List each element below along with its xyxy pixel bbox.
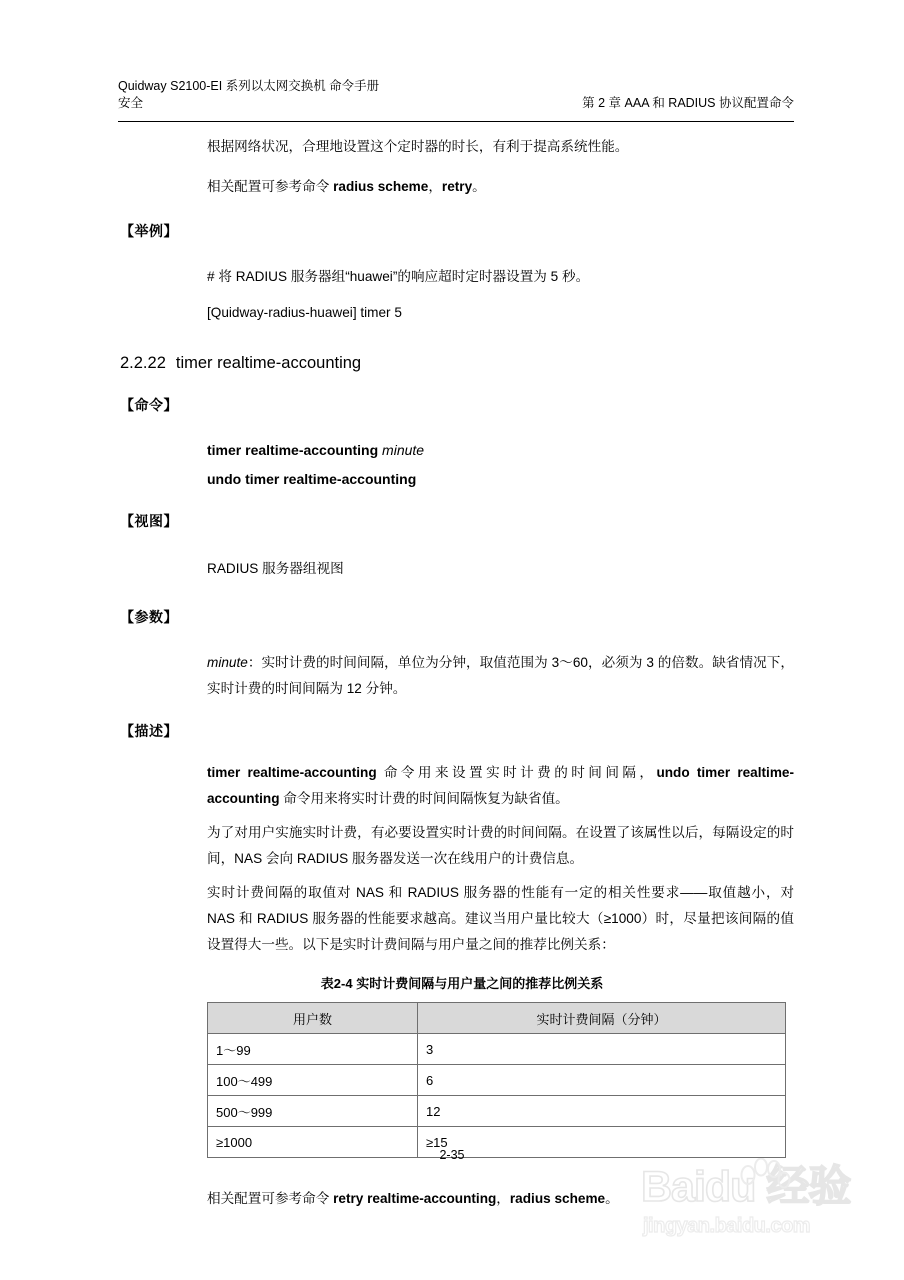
example-cli-line: [Quidway-radius-huawei] timer 5 — [207, 305, 402, 320]
description-p1-middle: 命令用来设置实时计费的时间间隔， — [376, 765, 657, 780]
table-row — [208, 1096, 786, 1127]
table-cell-user-count: 500～999 — [208, 1096, 418, 1127]
intro-paragraph-2 — [207, 174, 794, 200]
view-block-label: 【视图】 — [120, 513, 178, 529]
parameter-description-text: ：实时计费的时间间隔，单位为分钟，取值范围为 3～60，必须为 3 的倍数。缺省情况下，实时计费的时间间隔为 12 分钟。 — [207, 655, 794, 696]
running-head-left: 安全 — [118, 96, 144, 110]
running-head — [118, 78, 794, 112]
footer-note-separator: ， — [496, 1191, 510, 1206]
description-paragraph-2: 为了对用户实施实时计费，有必要设置实时计费的时间间隔。在设置了该属性以后，每隔设定的时间，NAS 会向 RADIUS 服务器发送一次在线用户的计费信息。 — [207, 825, 794, 866]
command-block-label: 【命令】 — [120, 397, 178, 413]
command-syntax-line-1 — [207, 436, 904, 465]
intro-para2-suffix: 。 — [472, 179, 486, 194]
description-block-label: 【描述】 — [120, 723, 178, 739]
recommended-ratio-table — [207, 1002, 786, 1158]
section-title: timer realtime-accounting — [175, 354, 362, 372]
intro-para2-separator: ， — [428, 179, 442, 194]
footer-note-prefix: 相关配置可参考命令 — [207, 1191, 334, 1206]
intro-para2-command-retry: retry — [441, 179, 473, 194]
command-syntax-1-name: timer realtime-accounting — [207, 442, 379, 458]
running-head-right: 第 2 章 AAA 和 RADIUS 协议配置命令 — [582, 96, 794, 110]
running-head-manual-title: Quidway S2100-EI 系列以太网交换机 命令手册 — [118, 79, 380, 93]
watermark-sub-text: jingyan.baidu.com — [643, 1215, 811, 1237]
section-heading — [120, 350, 904, 376]
parameter-name: minute — [207, 655, 248, 670]
example-comment-line: # 将 RADIUS 服务器组“huawei”的响应超时定时器设置为 5 秒。 — [207, 269, 590, 284]
parameter-description — [207, 650, 794, 702]
view-block-text: RADIUS 服务器组视图 — [207, 561, 344, 576]
description-command-timer: timer realtime-accounting — [207, 765, 377, 780]
table-header-interval: 实时计费间隔（分钟） — [418, 1003, 786, 1034]
example-block-label: 【举例】 — [120, 223, 178, 239]
command-syntax-line-2: undo timer realtime-accounting — [207, 471, 417, 487]
table-caption: 表2-4 实时计费间隔与用户量之间的推荐比例关系 — [320, 976, 604, 991]
table-cell-user-count: ≥1000 — [208, 1127, 418, 1158]
table-header-user-count: 用户数 — [208, 1003, 418, 1034]
table-row — [208, 1065, 786, 1096]
description-paragraph-1 — [207, 760, 794, 812]
footer-reference-note — [207, 1186, 794, 1212]
intro-para2-command-radius-scheme: radius scheme — [333, 179, 429, 194]
section-number: 2.2.22 — [120, 354, 166, 372]
running-head-row — [118, 95, 794, 112]
intro-para2-prefix: 相关配置可参考命令 — [207, 179, 334, 194]
table-cell-interval: 3 — [418, 1034, 786, 1065]
watermark-main-text: Baidu 经验 — [641, 1163, 851, 1211]
table-header-row — [208, 1003, 786, 1034]
table-cell-interval: ≥15 — [418, 1127, 786, 1158]
table-cell-user-count: 100～499 — [208, 1065, 418, 1096]
table-row — [208, 1034, 786, 1065]
table-cell-user-count: 1～99 — [208, 1034, 418, 1065]
parameter-block-label: 【参数】 — [120, 609, 178, 625]
description-p1-end: 命令用来将实时计费的时间间隔恢复为缺省值。 — [279, 791, 569, 806]
footer-note-command-radius-scheme: radius scheme — [509, 1191, 606, 1206]
page-content — [0, 134, 904, 1212]
table-cell-interval: 12 — [418, 1096, 786, 1127]
footer-note-suffix: 。 — [605, 1191, 619, 1206]
intro-paragraph-1: 根据网络状况，合理地设置这个定时器的时长，有利于提高系统性能。 — [207, 139, 629, 154]
description-paragraph-3: 实时计费间隔的取值对 NAS 和 RADIUS 服务器的性能有一定的相关性要求——取值越小，对 NAS 和 RADIUS 服务器的性能要求越高。建议当用户量比较大（≥1000）时，尽量把该间隔的值设置得大一些。以下是实时计费间隔与用户量之间的推荐比例关系： — [207, 885, 794, 952]
footer-note-command-retry: retry realtime-accounting — [333, 1191, 497, 1206]
table-cell-interval: 6 — [418, 1065, 786, 1096]
header-divider — [118, 121, 794, 122]
page-number: 2-35 — [439, 1148, 465, 1162]
command-syntax-1-argument: minute — [382, 442, 425, 458]
description-command-undo-timer: undo timer realtime-accounting — [207, 765, 794, 806]
